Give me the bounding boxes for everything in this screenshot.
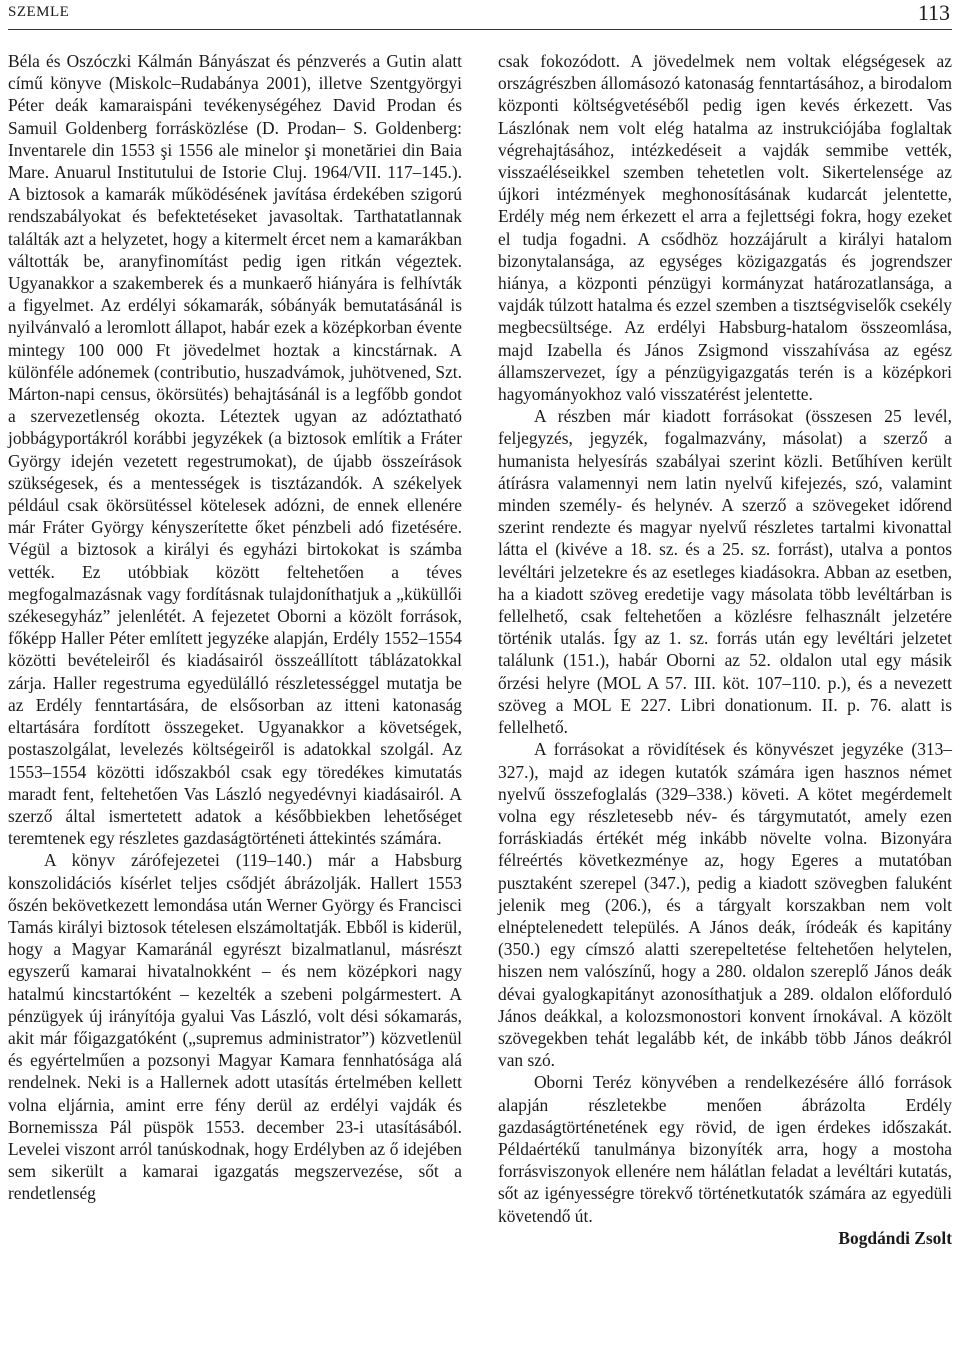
paragraph: Béla és Oszóczki Kálmán Bányászat és pénzverés a Gutin alatt című könyve (Miskolc–Rudabánya 2001), illetve Szentgyörgyi Péter deák kamaraispáni tevékenységéhez David Prodan és Samuil Goldenberg forrásközlése (D. Prodan– S. Goldenberg: Inventarele din 1553 şi 1556 ale minelor şi monetăriei din Baia Mare. Anuarul Institutului de Istorie Cluj. 1964/VII. 117–145.). A biztosok a kamarák működésének javítása érdekében szigorú rendszabályokat és befektetéseket javasoltak. Tarthatatlannak találták azt a helyzetet, hogy a kitermelt ércet nem a kamarákban váltották be, aranyfinomítást pedig igen ritkán végeztek. Ugyanakkor a szakemberek és a munkaerő hiányára is felhívták a figyelmet. Az erdélyi sókamarák, sóbányák bemutatásánál is nyilvánvaló a leromlott állapot, habár ezek a középkorban évente mintegy 100 000 Ft jövedelmet hoztak a kincstárnak. A különféle adónemek (contributio, huszadvámok, juhötvened, Szt. Márton-napi census, ökörsütés) behajtásánál is a legfőbb gondot a szervezetlenség okozta. Léteztek ugyan az adóztatható jobbágyportákról korábbi jegyzékek (a biztosok említik a Fráter György idején vezetett regestrumokat), de újabb összeírások szükségesek, és a mentességek is tisztázandók. A székelyek például csak ökörsütéssel kötelesek adózni, de ennek ellenére már Fráter György kényszerítette őket pénzbeli adó fizetésére. Végül a biztosok a királyi és egyházi birtokokat is számba vették. Ez utóbbiak között feltehetően a téves megfogalmazásnak vagy fordításnak tulajdoníthatjuk a „küküllői székesegyház” jelenlétét. A fejezetet Oborni a közölt források, főképp Haller Péter említett jegyzéke alapján, Erdély 1552–1554 közötti bevételeiről és kiadásairól összeállított táblázatokkal zárja. Haller regestruma egyedülálló részletességgel mutatja be az Erdély fenntartására, de elsősorban az itteni katonaság eltartására fordított összegeket. Ugyanakkor a követségek, postaszolgálat, levelezés költségeiről is adatokkal szolgál. Az 1553–1554 közötti időszakból csak egy töredékes kimutatás maradt fent, feltehetően Vas László negyedévnyi kiadásairól. A szerző által ismertetett adatok a későbbiekben lehetőséget teremtenek egy részletes gazdaságtörténeti áttekintés számára. — [8, 51, 462, 849]
author-signature: Bogdándi Zsolt — [838, 1227, 952, 1248]
paragraph: A részben már kiadott forrásokat (összesen 25 levél, feljegyzés, jegyzék, fogalmazvány, másolat) a szerző a humanista helyesírás szabályai szerint közli. Betűhíven került átírásra valamennyi nem latin nyelvű kifejezés, szó, valamint minden személy- és helynév. A szerző a szövegeket időrend szerint rendezte és magyar nyelvű részletes tartalmi kivonattal látta el (kivéve a 18. sz. és a 25. sz. forrást), utalva a pontos levéltári jelzetekre és az esetleges kiadásokra. Abban az esetben, ha a kiadott szöveg eredetije vagy másolata több levéltárban is fellelhető, csak feltehetően a közlésre felhasznált jelzetére történik utalás. Így az 1. sz. forrás után egy levéltári jelzetet találunk (151.), habár Oborni az 52. oldalon utal egy másik őrzési helyre (MOL A 57. III. köt. 107–110. p.), és a nevezett szöveg a MOL E 227. Libri donationum. II. p. 76. alatt is fellelhető. — [498, 406, 952, 738]
page-header — [8, 0, 952, 40]
section-title: SZEMLE — [8, 4, 70, 20]
paragraph: A forrásokat a rövidítések és könyvészet jegyzéke (313–327.), majd az idegen kutatók számára igen hasznos német nyelvű összefoglalás (329–338.) követi. A kötet megérdemelt volna egy részletesebb név- és tárgymutatót, amely ezen forráskiadás értékét még inkább növelte volna. Bizonyára félreértés következménye az, hogy Egeres a mutatóban pusztaként szerepel (347.), pedig a kiadott szövegben faluként jelenik meg (206.), és a tárgyalt korszakban nem volt elnéptelenedett település. A János deák, íródeák és kapitány (350.) egy címszó alatti szerepeltetése feltehetően helytelen, hiszen nem valószínű, hogy a 280. oldalon szereplő János deák dévai gyalogkapitányt azonosíthatjuk a 289. oldalon előforduló János deákkal, a kolozsmonostori konvent írnokával. A közölt szövegekben tehát legalább két, de inkább több János deákról van szó. — [498, 739, 952, 1071]
paragraph: A könyv zárófejezetei (119–140.) már a Habsburg konszolidációs kísérlet teljes csődjét ábrázolják. Hallert 1553 őszén bekövetkezett lemondása után Werner György és Francisci Tamás királyi biztosok tételesen elszámoltatják. Ebből is kiderül, hogy a Magyar Kamaránál egyrészt bizalmatlanul, másrészt egyszerű kamarai hivatalnokként – és nem középkori nagy hatalmú kincstartóként – kezelték a szebeni polgármestert. A pénzügyek új irányítója gyalui Vas László, volt dési sókamarás, akit már főigazgatóként („supremus administrator”) közvetlenül és egyértelműen a pozsonyi Magyar Kamara fennhatósága alá rendelnek. Neki is a Hallernek adott utasítás értelmében kellett volna eljárnia, amint erre fény derül az erdélyi vajdák és Bornemissza Pál püspök 1553. december 23-i utasításából. Levelei viszont arról tanúskodnak, hogy Erdélyben az ő idejében sem sikerült a kamarai igazgatás megszervezése, sőt a rendetlenség — [8, 850, 462, 1204]
paragraph: Oborni Teréz könyvében a rendelkezésére álló források alapján részletekbe menően ábrázolta Erdély gazdaságtörténetének egy rövid, de igen érdekes időszakát. Példaértékű tanulmánya bizonyíték arra, hogy a mostoha forrásviszonyok ellenére nem hálátlan feladat a levéltári kutatás, sőt az igényességre törekvő történetkutatók számára az egyedüli követendő út. — [498, 1072, 952, 1226]
paragraph: csak fokozódott. A jövedelmek nem voltak elégségesek az országrészben állomásozó katonaság fenntartásához, a birodalom központi költségvetéséből pedig igen kevés érkezett. Vas Lászlónak nem volt elég hatalma az instrukciójába foglaltak végrehajtásához, intézkedéseit a vajdák semmibe vették, visszaéléseikkel szemben tehetetlen volt. Sikertelensége az újkori intézmények meghonosításának kudarcát jelentette, Erdély még nem érkezett el arra a fejlettségi fokra, hogy ezeket el tudja fogadni. A csődhöz hozzájárult a királyi hatalom bizonytalansága, az egységes közigazgatás és jogrendszer hiánya, a központi pénzügyi kormányzat határozatlansága, a vajdák túlzott hatalma és ezzel szemben a tisztségviselők csekély megbecsültsége. Az erdélyi Habsburg-hatalom összeomlása, majd Izabella és János Zsigmond visszahívása az egész államszervezet, így a pénzügyigazgatás terén is a középkori hagyományokhoz való visszatérést jelentette. — [498, 51, 952, 405]
header-divider — [8, 29, 952, 30]
right-column — [498, 50, 952, 1249]
left-column — [8, 50, 462, 1205]
page-number: 113 — [917, 0, 950, 25]
